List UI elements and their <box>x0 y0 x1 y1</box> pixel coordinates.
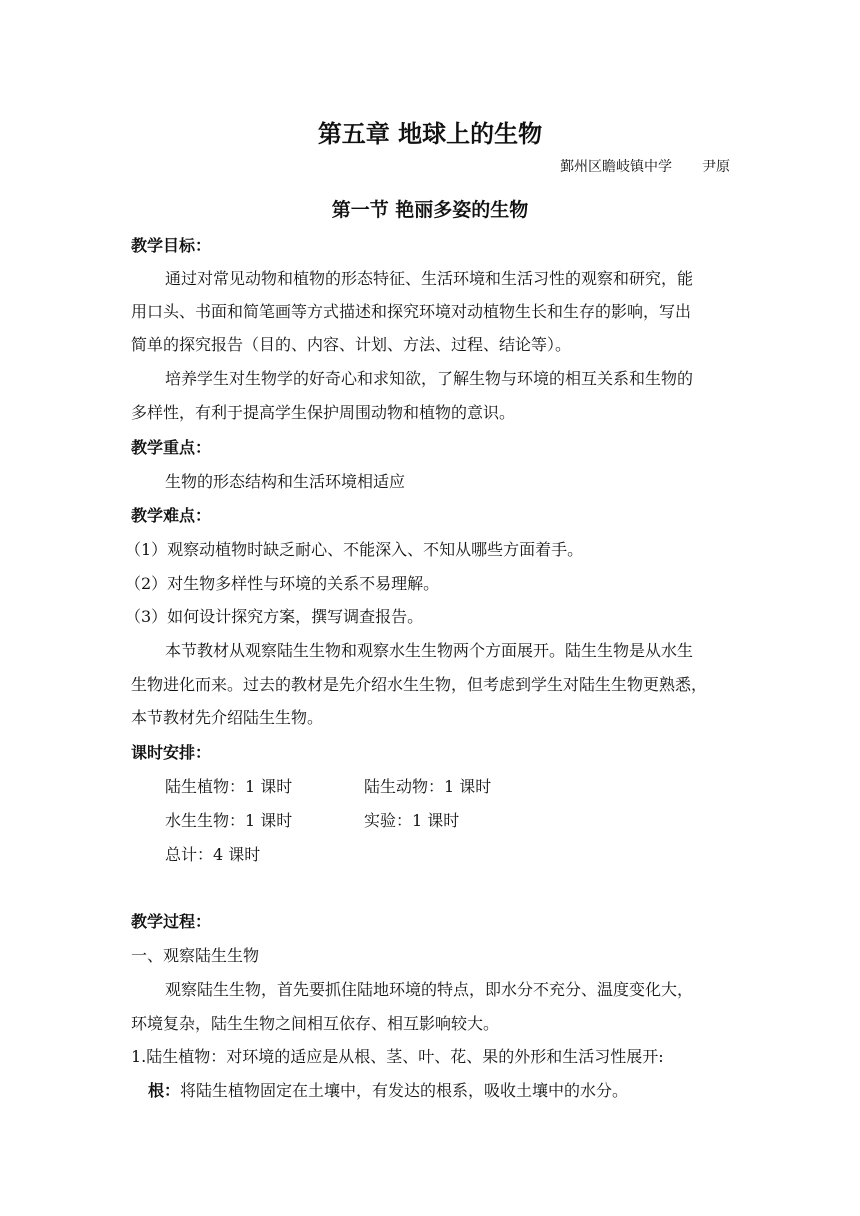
schedule-total: 总计：4 课时 <box>165 845 261 864</box>
section-title: 第一节 艳丽多姿的生物 <box>331 199 529 221</box>
goals-paragraph-1-line-2: 用口头、书面和简笔画等方式描述和探究环境对动植物生长和生存的影响，写出 <box>131 302 692 321</box>
root-line <box>148 1081 748 1101</box>
process-item-1: 1.陆生植物：对环境的适应是从根、茎、叶、花、果的外形和生活习性展开: <box>131 1047 664 1066</box>
process-paragraph-line-2: 环境复杂，陆生生物之间相互依存、相互影响较大。 <box>131 1014 500 1033</box>
root-label: 根： <box>148 1081 181 1100</box>
chapter-title: 第五章 地球上的生物 <box>317 119 543 148</box>
schedule-lab: 实验：1 课时 <box>364 811 460 830</box>
schedule-land-plants: 陆生植物：1 课时 <box>165 777 293 796</box>
root-text: 将陆生植物固定在土壤中，有发达的根系，吸收土壤中的水分。 <box>180 1081 629 1100</box>
goals-paragraph-2-line-1: 培养学生对生物学的好奇心和求知欲，了解生物与环境的相互关系和生物的 <box>165 369 694 388</box>
process-part-1: 一、观察陆生生物 <box>131 946 260 965</box>
author-line <box>560 156 730 176</box>
goals-paragraph-1-line-3: 简单的探究报告（目的、内容、计划、方法、过程、结论等）。 <box>131 335 572 354</box>
focus-text: 生物的形态结构和生活环境相适应 <box>165 472 406 491</box>
difficulty-item-1: （1）观察动植物时缺乏耐心、不能深入、不知从哪些方面着手。 <box>125 540 584 559</box>
focus-heading: 教学重点： <box>131 438 212 457</box>
difficulty-item-2: （2）对生物多样性与环境的关系不易理解。 <box>125 574 440 593</box>
material-line-2: 生物进化而来。过去的教材是先介绍水生生物，但考虑到学生对陆生生物更熟悉， <box>131 675 708 694</box>
author-name: 尹原 <box>702 159 730 175</box>
process-paragraph-line-1: 观察陆生生物，首先要抓住陆地环境的特点，即水分不充分、温度变化大， <box>165 980 694 999</box>
schedule-land-animals: 陆生动物：1 课时 <box>364 777 492 796</box>
schedule-row-1 <box>165 777 765 797</box>
goals-paragraph-1-line-1: 通过对常见动物和植物的形态特征、生活环境和生活习性的观察和研究，能 <box>165 269 694 288</box>
process-heading: 教学过程： <box>131 912 212 931</box>
difficulty-item-3: （3）如何设计探究方案，撰写调查报告。 <box>125 607 424 626</box>
schedule-heading: 课时安排： <box>131 743 212 762</box>
schedule-row-2 <box>165 811 765 831</box>
material-line-1: 本节教材从观察陆生生物和观察水生生物两个方面展开。陆生生物是从水生 <box>165 641 694 660</box>
goals-heading: 教学目标： <box>131 236 212 255</box>
goals-paragraph-2-line-2: 多样性，有利于提高学生保护周围动物和植物的意识。 <box>131 403 516 422</box>
schedule-water: 水生生物：1 课时 <box>165 811 293 830</box>
author-school: 鄞州区瞻岐镇中学 <box>560 159 672 175</box>
material-line-3: 本节教材先介绍陆生生物。 <box>131 708 324 727</box>
difficulty-heading: 教学难点： <box>131 506 212 525</box>
